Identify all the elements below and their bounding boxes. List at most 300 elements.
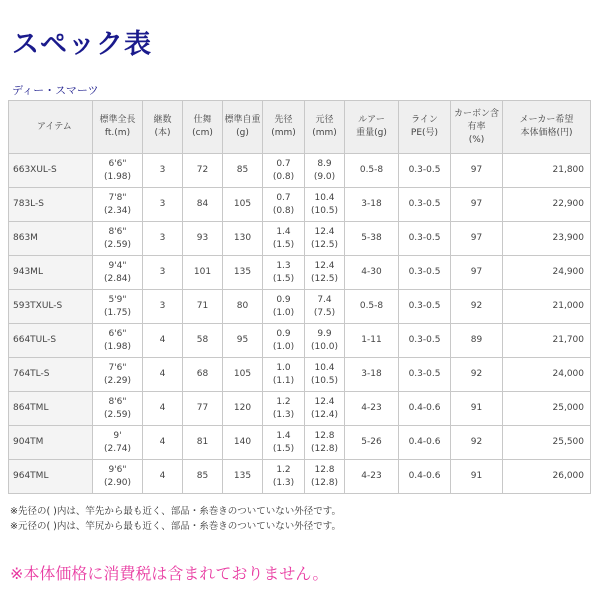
cell-closed-length-value: 58	[196, 335, 209, 345]
cell-tip-diameter	[263, 392, 305, 426]
cell-butt-diameter	[305, 256, 345, 290]
table-row	[9, 324, 591, 358]
cell-butt-diameter-value: 7.4	[317, 294, 332, 305]
cell-item	[9, 324, 93, 358]
note-butt-diameter: ※元径の( )内は、竿尻から最も近く、部品・糸巻きのついていない外径です。	[10, 521, 341, 532]
cell-closed-length	[183, 426, 223, 460]
cell-item-value: 863M	[13, 233, 38, 243]
cell-tip-diameter-value: (1.3)	[272, 409, 295, 420]
cell-closed-length-value: 85	[196, 471, 209, 481]
cell-pieces	[143, 222, 183, 256]
cell-price	[503, 154, 591, 188]
cell-length-value: (2.74)	[103, 443, 132, 454]
column-header-label: 元径	[315, 115, 334, 125]
column-header-label: ライン	[411, 115, 438, 125]
cell-weight	[223, 324, 263, 358]
cell-closed-length	[183, 188, 223, 222]
cell-line	[399, 426, 451, 460]
cell-price-value: 26,000	[552, 471, 584, 481]
cell-line	[399, 154, 451, 188]
cell-carbon-value: 92	[470, 437, 483, 447]
cell-carbon	[451, 392, 503, 426]
column-header-label: 仕舞	[193, 115, 212, 125]
cell-carbon-value: 97	[470, 165, 483, 175]
cell-butt-diameter-value: (12.4)	[310, 409, 339, 420]
cell-price	[503, 222, 591, 256]
cell-weight-value: 135	[233, 471, 252, 481]
cell-carbon	[451, 358, 503, 392]
cell-lure-weight	[345, 358, 399, 392]
cell-pieces	[143, 256, 183, 290]
cell-item	[9, 290, 93, 324]
cell-butt-diameter-value: 10.4	[314, 362, 335, 373]
cell-butt-diameter-value: 12.4	[314, 226, 335, 237]
cell-line	[399, 358, 451, 392]
cell-pieces-value: 4	[159, 335, 166, 345]
cell-price	[503, 460, 591, 494]
cell-tip-diameter	[263, 188, 305, 222]
cell-line-value: 0.3-0.5	[408, 267, 441, 277]
column-header-label: 標準全長	[99, 115, 136, 125]
cell-carbon	[451, 154, 503, 188]
cell-carbon-value: 91	[470, 471, 483, 481]
column-header-unit: (g)	[236, 128, 249, 138]
cell-tip-diameter-value: 1.4	[276, 430, 291, 441]
cell-price	[503, 392, 591, 426]
column-header	[143, 101, 183, 154]
cell-price-value: 21,000	[552, 301, 584, 311]
cell-pieces	[143, 154, 183, 188]
cell-length	[93, 222, 143, 256]
cell-butt-diameter-value: 12.8	[314, 430, 335, 441]
column-header	[305, 101, 345, 154]
cell-carbon	[451, 290, 503, 324]
cell-length-value: 9'4"	[108, 260, 127, 271]
cell-tip-diameter-value: 0.9	[276, 328, 291, 339]
cell-butt-diameter	[305, 460, 345, 494]
cell-lure-weight-value: 0.5-8	[359, 165, 384, 175]
cell-butt-diameter-value: 12.4	[314, 260, 335, 271]
cell-tip-diameter-value: 0.7	[276, 192, 291, 203]
cell-line	[399, 222, 451, 256]
cell-butt-diameter-value: 10.4	[314, 192, 335, 203]
cell-weight-value: 130	[233, 233, 252, 243]
cell-closed-length-value: 81	[196, 437, 209, 447]
column-header	[503, 101, 591, 154]
cell-price-value: 21,800	[552, 165, 584, 175]
cell-item	[9, 222, 93, 256]
cell-weight	[223, 392, 263, 426]
cell-butt-diameter	[305, 290, 345, 324]
cell-price	[503, 188, 591, 222]
column-header-unit: ft.(m)	[104, 128, 131, 138]
cell-carbon	[451, 188, 503, 222]
cell-tip-diameter-value: (1.3)	[272, 477, 295, 488]
cell-butt-diameter-value: (12.5)	[310, 273, 339, 284]
cell-tip-diameter-value: (1.5)	[272, 239, 295, 250]
cell-weight-value: 85	[236, 165, 249, 175]
cell-tip-diameter	[263, 154, 305, 188]
column-header-unit: (cm)	[192, 128, 213, 138]
cell-closed-length-value: 72	[196, 165, 209, 175]
cell-item	[9, 154, 93, 188]
cell-pieces	[143, 290, 183, 324]
cell-tip-diameter-value: 1.3	[276, 260, 291, 271]
cell-price-value: 22,900	[552, 199, 584, 209]
cell-length	[93, 460, 143, 494]
column-header	[451, 101, 503, 154]
column-header-unit: (%)	[468, 134, 485, 145]
cell-length	[93, 324, 143, 358]
cell-closed-length-value: 101	[193, 267, 212, 277]
cell-butt-diameter	[305, 154, 345, 188]
table-row	[9, 358, 591, 392]
cell-weight	[223, 358, 263, 392]
cell-line-value: 0.3-0.5	[408, 199, 441, 209]
column-header-label: 先径	[274, 115, 293, 125]
cell-pieces-value: 4	[159, 471, 166, 481]
cell-weight	[223, 426, 263, 460]
cell-length-value: 7'8"	[108, 192, 127, 203]
cell-carbon	[451, 426, 503, 460]
cell-butt-diameter-value: (7.5)	[313, 307, 336, 318]
cell-tip-diameter-value: 1.2	[276, 464, 291, 475]
column-header	[9, 101, 93, 154]
cell-weight	[223, 154, 263, 188]
cell-length-value: (2.59)	[103, 239, 132, 250]
cell-line-value: 0.4-0.6	[408, 403, 441, 413]
column-header-unit: PE(号)	[410, 128, 439, 138]
cell-item-value: 764TL-S	[13, 369, 50, 379]
note-tip-diameter: ※先径の( )内は、竿先から最も近く、部品・糸巻きのついていない外径です。	[10, 506, 341, 517]
cell-butt-diameter	[305, 222, 345, 256]
cell-lure-weight	[345, 426, 399, 460]
cell-price-value: 25,500	[552, 437, 584, 447]
cell-butt-diameter-value: (12.8)	[310, 443, 339, 454]
cell-tip-diameter	[263, 222, 305, 256]
cell-pieces-value: 3	[159, 199, 166, 209]
column-header-label: 標準自重	[224, 115, 261, 125]
cell-carbon	[451, 324, 503, 358]
cell-length-value: 8'6"	[108, 226, 127, 237]
cell-line	[399, 324, 451, 358]
cell-closed-length	[183, 392, 223, 426]
cell-butt-diameter-value: 8.9	[317, 158, 332, 169]
cell-weight-value: 140	[233, 437, 252, 447]
cell-lure-weight-value: 3-18	[361, 199, 382, 209]
cell-price	[503, 426, 591, 460]
cell-carbon-value: 97	[470, 233, 483, 243]
cell-pieces	[143, 324, 183, 358]
cell-butt-diameter-value: 12.4	[314, 396, 335, 407]
column-header-unit: (mm)	[271, 128, 296, 138]
cell-line-value: 0.4-0.6	[408, 471, 441, 481]
cell-tip-diameter-value: 0.9	[276, 294, 291, 305]
table-row	[9, 222, 591, 256]
cell-tip-diameter-value: (0.8)	[272, 205, 295, 216]
cell-weight-value: 95	[236, 335, 249, 345]
cell-length	[93, 154, 143, 188]
cell-lure-weight	[345, 256, 399, 290]
cell-pieces-value: 4	[159, 437, 166, 447]
cell-length-value: 8'6"	[108, 396, 127, 407]
cell-weight-value: 105	[233, 369, 252, 379]
cell-tip-diameter-value: (1.5)	[272, 443, 295, 454]
cell-length-value: 9'	[113, 430, 122, 441]
cell-length-value: (2.34)	[103, 205, 132, 216]
spec-table	[8, 100, 591, 494]
cell-butt-diameter	[305, 358, 345, 392]
cell-item-value: 664TUL-S	[13, 335, 57, 345]
cell-tip-diameter	[263, 324, 305, 358]
cell-closed-length-value: 77	[196, 403, 209, 413]
cell-pieces-value: 3	[159, 267, 166, 277]
cell-weight-value: 120	[233, 403, 252, 413]
cell-weight	[223, 460, 263, 494]
cell-item	[9, 358, 93, 392]
cell-closed-length	[183, 256, 223, 290]
column-header-label: カーボン含有率	[453, 108, 499, 132]
cell-carbon	[451, 460, 503, 494]
cell-pieces-value: 4	[159, 369, 166, 379]
cell-lure-weight	[345, 188, 399, 222]
cell-butt-diameter	[305, 426, 345, 460]
cell-pieces	[143, 358, 183, 392]
cell-closed-length	[183, 324, 223, 358]
table-row	[9, 154, 591, 188]
cell-tip-diameter-value: (1.0)	[272, 307, 295, 318]
cell-pieces	[143, 392, 183, 426]
cell-lure-weight	[345, 154, 399, 188]
cell-price-value: 23,900	[552, 233, 584, 243]
cell-tip-diameter-value: (1.5)	[272, 273, 295, 284]
cell-lure-weight	[345, 290, 399, 324]
cell-lure-weight-value: 4-30	[361, 267, 382, 277]
column-header	[345, 101, 399, 154]
cell-pieces-value: 3	[159, 233, 166, 243]
cell-length-value: 7'6"	[108, 362, 127, 373]
cell-length-value: (2.84)	[103, 273, 132, 284]
cell-butt-diameter-value: (10.5)	[310, 375, 339, 386]
cell-closed-length	[183, 358, 223, 392]
page-title: スペック表	[12, 29, 152, 60]
cell-lure-weight-value: 3-18	[361, 369, 382, 379]
cell-weight	[223, 222, 263, 256]
column-header-label: アイテム	[37, 121, 72, 132]
cell-closed-length	[183, 222, 223, 256]
table-row	[9, 426, 591, 460]
table-row	[9, 188, 591, 222]
table-row	[9, 256, 591, 290]
cell-lure-weight-value: 0.5-8	[359, 301, 384, 311]
cell-butt-diameter-value: (12.5)	[310, 239, 339, 250]
cell-weight	[223, 188, 263, 222]
cell-length	[93, 426, 143, 460]
column-header-label: 継数	[153, 115, 172, 125]
cell-price-value: 25,000	[552, 403, 584, 413]
cell-item-value: 964TML	[13, 471, 49, 481]
cell-line-value: 0.3-0.5	[408, 301, 441, 311]
cell-carbon	[451, 256, 503, 290]
cell-closed-length	[183, 290, 223, 324]
column-header-label: メーカー希望	[519, 115, 574, 125]
cell-price	[503, 256, 591, 290]
column-header	[223, 101, 263, 154]
cell-length-value: (1.98)	[103, 341, 132, 352]
cell-pieces-value: 4	[159, 403, 166, 413]
cell-length-value: (2.90)	[103, 477, 132, 488]
cell-closed-length-value: 93	[196, 233, 209, 243]
cell-tip-diameter	[263, 290, 305, 324]
cell-lure-weight	[345, 222, 399, 256]
cell-tip-diameter	[263, 256, 305, 290]
cell-pieces	[143, 188, 183, 222]
cell-weight	[223, 290, 263, 324]
cell-butt-diameter-value: (12.8)	[310, 477, 339, 488]
column-header-unit: 本体価格(円)	[520, 128, 573, 138]
cell-tip-diameter	[263, 426, 305, 460]
cell-butt-diameter-value: (10.5)	[310, 205, 339, 216]
cell-carbon-value: 92	[470, 301, 483, 311]
cell-item	[9, 256, 93, 290]
cell-tip-diameter	[263, 358, 305, 392]
cell-carbon-value: 91	[470, 403, 483, 413]
cell-item-value: 663XUL-S	[13, 165, 57, 175]
cell-closed-length-value: 71	[196, 301, 209, 311]
cell-item-value: 943ML	[13, 267, 43, 277]
cell-item	[9, 188, 93, 222]
cell-butt-diameter	[305, 324, 345, 358]
cell-length-value: 6'6"	[108, 328, 127, 339]
cell-closed-length	[183, 460, 223, 494]
cell-pieces-value: 3	[159, 165, 166, 175]
cell-line-value: 0.4-0.6	[408, 437, 441, 447]
table-body	[9, 154, 591, 494]
cell-line-value: 0.3-0.5	[408, 369, 441, 379]
cell-weight-value: 135	[233, 267, 252, 277]
cell-butt-diameter-value: (9.0)	[313, 171, 336, 182]
cell-item-value: 593TXUL-S	[13, 301, 63, 311]
cell-length	[93, 358, 143, 392]
column-header-label: ルアー	[358, 115, 385, 125]
cell-length-value: (1.98)	[103, 171, 132, 182]
cell-weight	[223, 256, 263, 290]
cell-price	[503, 290, 591, 324]
cell-lure-weight-value: 5-38	[361, 233, 382, 243]
cell-item-value: 864TML	[13, 403, 49, 413]
cell-tip-diameter-value: (1.1)	[272, 375, 295, 386]
column-header-unit: (mm)	[312, 128, 337, 138]
cell-price-value: 21,700	[552, 335, 584, 345]
cell-length	[93, 290, 143, 324]
column-header-unit: 重量(g)	[356, 128, 387, 138]
cell-line	[399, 290, 451, 324]
cell-closed-length	[183, 154, 223, 188]
cell-length-value: 5'9"	[108, 294, 127, 305]
cell-butt-diameter-value: 9.9	[317, 328, 332, 339]
cell-item	[9, 426, 93, 460]
cell-carbon-value: 97	[470, 267, 483, 277]
cell-tip-diameter-value: 1.0	[276, 362, 291, 373]
cell-pieces	[143, 426, 183, 460]
cell-length-value: (1.75)	[103, 307, 132, 318]
cell-butt-diameter	[305, 392, 345, 426]
cell-lure-weight	[345, 392, 399, 426]
cell-lure-weight-value: 1-11	[361, 335, 382, 345]
table-row	[9, 392, 591, 426]
cell-price	[503, 358, 591, 392]
cell-butt-diameter-value: (10.0)	[310, 341, 339, 352]
cell-item	[9, 392, 93, 426]
cell-length-value: 9'6"	[108, 464, 127, 475]
cell-tip-diameter-value: 1.4	[276, 226, 291, 237]
cell-item-value: 783L-S	[13, 199, 44, 209]
table-header-row	[9, 101, 591, 154]
cell-line-value: 0.3-0.5	[408, 335, 441, 345]
series-name: ディー・スマーツ	[12, 84, 99, 97]
cell-length-value: (2.29)	[103, 375, 132, 386]
cell-tip-diameter-value: (1.0)	[272, 341, 295, 352]
cell-length	[93, 188, 143, 222]
cell-lure-weight-value: 4-23	[361, 471, 382, 481]
cell-lure-weight	[345, 460, 399, 494]
cell-closed-length-value: 84	[196, 199, 209, 209]
cell-line	[399, 460, 451, 494]
column-header-unit: (本)	[154, 128, 171, 138]
cell-line	[399, 392, 451, 426]
cell-price-value: 24,000	[552, 369, 584, 379]
cell-lure-weight-value: 4-23	[361, 403, 382, 413]
cell-price	[503, 324, 591, 358]
column-header	[399, 101, 451, 154]
table-row	[9, 460, 591, 494]
cell-carbon-value: 89	[470, 335, 483, 345]
cell-butt-diameter	[305, 188, 345, 222]
cell-length-value: (2.59)	[103, 409, 132, 420]
cell-line-value: 0.3-0.5	[408, 165, 441, 175]
cell-carbon-value: 97	[470, 199, 483, 209]
cell-lure-weight	[345, 324, 399, 358]
cell-pieces	[143, 460, 183, 494]
cell-weight-value: 105	[233, 199, 252, 209]
cell-weight-value: 80	[236, 301, 249, 311]
cell-line	[399, 256, 451, 290]
table-row	[9, 290, 591, 324]
cell-lure-weight-value: 5-26	[361, 437, 382, 447]
tax-note: ※本体価格に消費税は含まれておりません。	[10, 564, 329, 583]
cell-line-value: 0.3-0.5	[408, 233, 441, 243]
cell-tip-diameter	[263, 460, 305, 494]
column-header	[263, 101, 305, 154]
column-header	[93, 101, 143, 154]
cell-carbon-value: 92	[470, 369, 483, 379]
cell-price-value: 24,900	[552, 267, 584, 277]
cell-pieces-value: 3	[159, 301, 166, 311]
cell-tip-diameter-value: 1.2	[276, 396, 291, 407]
cell-tip-diameter-value: 0.7	[276, 158, 291, 169]
cell-item	[9, 460, 93, 494]
cell-tip-diameter-value: (0.8)	[272, 171, 295, 182]
cell-length-value: 6'6"	[108, 158, 127, 169]
cell-length	[93, 256, 143, 290]
cell-carbon	[451, 222, 503, 256]
column-header	[183, 101, 223, 154]
cell-item-value: 904TM	[13, 437, 44, 447]
cell-closed-length-value: 68	[196, 369, 209, 379]
cell-butt-diameter-value: 12.8	[314, 464, 335, 475]
cell-line	[399, 188, 451, 222]
cell-length	[93, 392, 143, 426]
